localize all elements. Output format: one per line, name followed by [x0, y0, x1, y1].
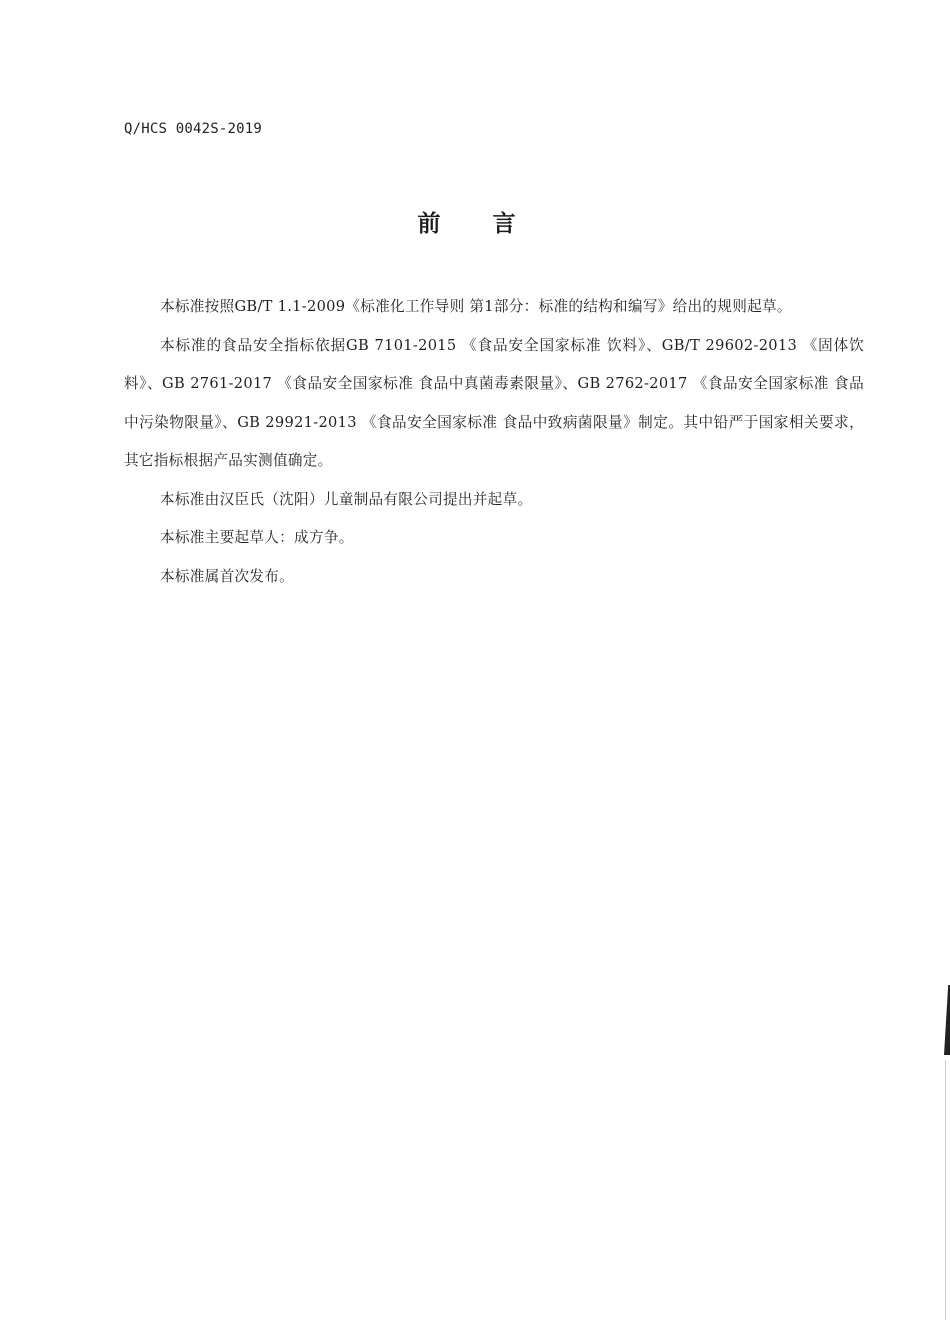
paragraph-safety-indicators: 本标准的食品安全指标依据GB 7101-2015 《食品安全国家标准 饮料》、GB/T 29602-2013 《固体饮料》、GB 2761-2017 《食品安全国家标准 食品中真菌毒素限量》、GB 2762-2017 《食品安全国家标准 食品中污染物限量》、GB 29921-2013 《食品安全国家标准 食品中致病菌限量》制定。其中铅严于国家相关要求，其它指标根据产品实测值确定。	[124, 336, 864, 469]
paragraph-drafting-rules: 本标准按照GB/T 1.1-2009《标准化工作导则 第1部分：标准的结构和编写》给出的规则起草。	[160, 298, 792, 315]
paragraph-first-release: 本标准属首次发布。	[160, 567, 295, 585]
paragraph-drafter: 本标准主要起草人：成方争。	[160, 529, 354, 546]
paragraph-proposer: 本标准由汉臣氏（沈阳）儿童制品有限公司提出并起草。	[160, 490, 533, 508]
document-id: Q/HCS 0042S-2019	[124, 121, 263, 137]
scan-edge-line	[945, 1060, 946, 1320]
foreword-body	[124, 288, 864, 596]
scan-edge-mark	[944, 985, 950, 1055]
page-title: 前言	[417, 211, 568, 237]
